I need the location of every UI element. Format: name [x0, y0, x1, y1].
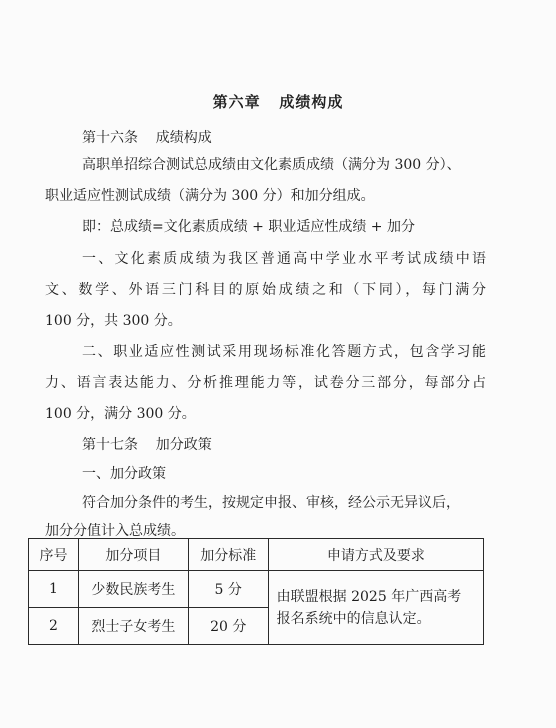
article-16-para1-line1: 高职单招综合测试总成绩由文化素质成绩（满分为 300 分）、: [82, 157, 461, 173]
article-16-heading: 第十六条 成绩构成: [82, 130, 212, 146]
table-header-cell: 申请方式及要求: [268, 539, 483, 571]
table-cell-item: 少数民族考生: [78, 571, 188, 608]
table-cell-item: 烈士子女考生: [78, 608, 188, 645]
table-cell-method: 由联盟根据 2025 年广西高考报名系统中的信息认定。: [268, 571, 483, 645]
article-16-para3-line3: 100 分，满分 300 分。: [45, 406, 196, 422]
table-header-cell: 加分标准: [188, 539, 268, 571]
table-header-row: [29, 539, 484, 571]
article-17-para1-line1: 符合加分条件的考生，按规定申报、审核，经公示无异议后，: [82, 495, 460, 511]
table-header-cell: 加分项目: [78, 539, 188, 571]
table-header-cell: 序号: [29, 539, 79, 571]
article-16-para1-line2: 职业适应性测试成绩（满分为 300 分）和加分组成。: [45, 188, 375, 204]
article-16-para2-line2: 文、数学、外语三门科目的原始成绩之和（下同），每门满分: [45, 282, 486, 298]
table-cell-standard: 20 分: [188, 608, 268, 645]
article-17-heading: 第十七条 加分政策: [82, 437, 212, 453]
article-17-subheading: 一、加分政策: [82, 466, 166, 482]
bonus-points-table: [28, 538, 484, 645]
article-17-para1-line2: 加分分值计入总成绩。: [45, 523, 185, 539]
score-formula: 即：总成绩=文化素质成绩 + 职业适应性成绩 + 加分: [82, 219, 415, 235]
article-16-para3-line1: 二、职业适应性测试采用现场标准化答题方式，包含学习能: [82, 344, 486, 360]
table-row: [29, 571, 484, 608]
table-cell-index: 2: [29, 608, 79, 645]
chapter-title: 第六章 成绩构成: [212, 93, 344, 111]
article-16-para3-line2: 力、语言表达能力、分析推理能力等，试卷分三部分，每部分占: [45, 375, 486, 391]
article-16-para2-line3: 100 分，共 300 分。: [45, 313, 182, 329]
table-cell-index: 1: [29, 571, 79, 608]
article-16-para2-line1: 一、文化素质成绩为我区普通高中学业水平考试成绩中语: [82, 251, 486, 267]
table-cell-standard: 5 分: [188, 571, 268, 608]
